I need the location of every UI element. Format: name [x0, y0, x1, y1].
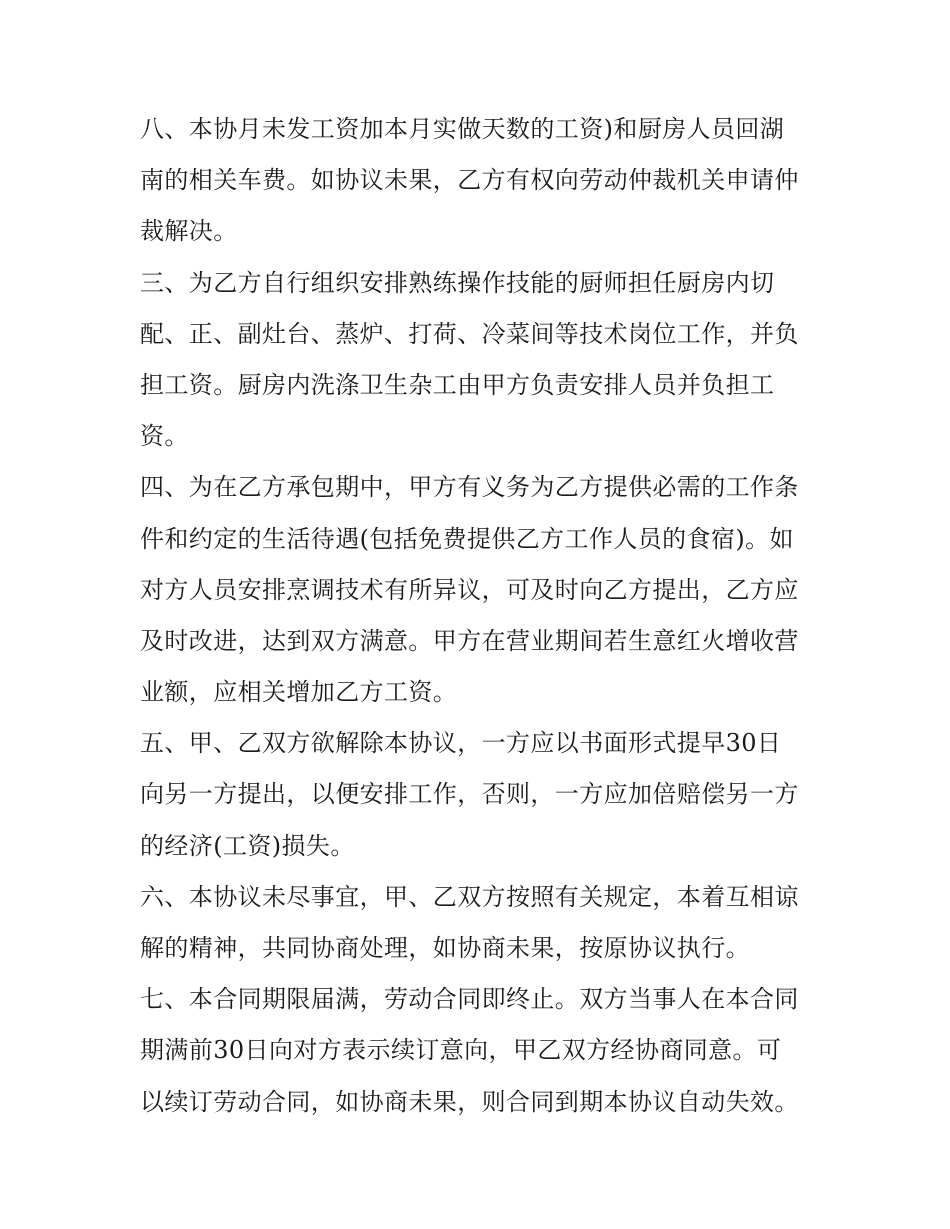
text-line: 担工资。厨房内洗涤卫生杂工由甲方负责安排人员并负担工: [140, 370, 775, 399]
text-line: 向另一方提出，以便安排工作，否则，一方应加倍赔偿另一方: [140, 780, 799, 809]
text-line: 解的精神，共同协商处理，如协商未果，按原协议执行。: [140, 934, 750, 962]
text-line: 五、甲、乙双方欲解除本协议，一方应以书面形式提早30日: [140, 729, 782, 758]
text-line: 期满前30日向对方表示续订意向，甲乙双方经协商同意。可: [140, 1036, 782, 1065]
text-line: 及时改进，达到双方满意。甲方在营业期间若生意红火增收营: [140, 626, 799, 655]
text-line: 八、本协月未发工资加本月实做天数的工资)和厨房人员回湖: [140, 115, 785, 143]
text-line: 六、本协议未尽事宜，甲、乙双方按照有关规定，本着互相谅: [140, 882, 799, 911]
text-line: 南的相关车费。如协议未果，乙方有权向劳动仲裁机关申请仲: [140, 166, 799, 195]
text-line: 四、为在乙方承包期中，甲方有义务为乙方提供必需的工作条: [140, 473, 799, 502]
text-line: 资。: [140, 422, 189, 451]
text-line: 业额，应相关增加乙方工资。: [140, 678, 458, 707]
text-line: 件和约定的生活待遇(包括免费提供乙方工作人员的食宿)。如: [140, 524, 794, 553]
text-line: 以续订劳动合同，如协商未果，则合同到期本协议自动失效。: [140, 1087, 799, 1116]
text-line: 七、本合同期限届满，劳动合同即终止。双方当事人在本合同: [140, 985, 799, 1014]
text-line: 三、为乙方自行组织安排熟练操作技能的厨师担任厨房内切: [140, 268, 775, 297]
text-line: 配、正、副灶台、蒸炉、打荷、冷菜间等技术岗位工作，并负: [140, 319, 799, 348]
document-body: [140, 104, 815, 1128]
text-line: 裁解决。: [140, 217, 238, 246]
text-line: 的经济(工资)损失。: [140, 831, 355, 860]
text-line: 对方人员安排烹调技术有所异议，可及时向乙方提出，乙方应: [140, 575, 799, 604]
